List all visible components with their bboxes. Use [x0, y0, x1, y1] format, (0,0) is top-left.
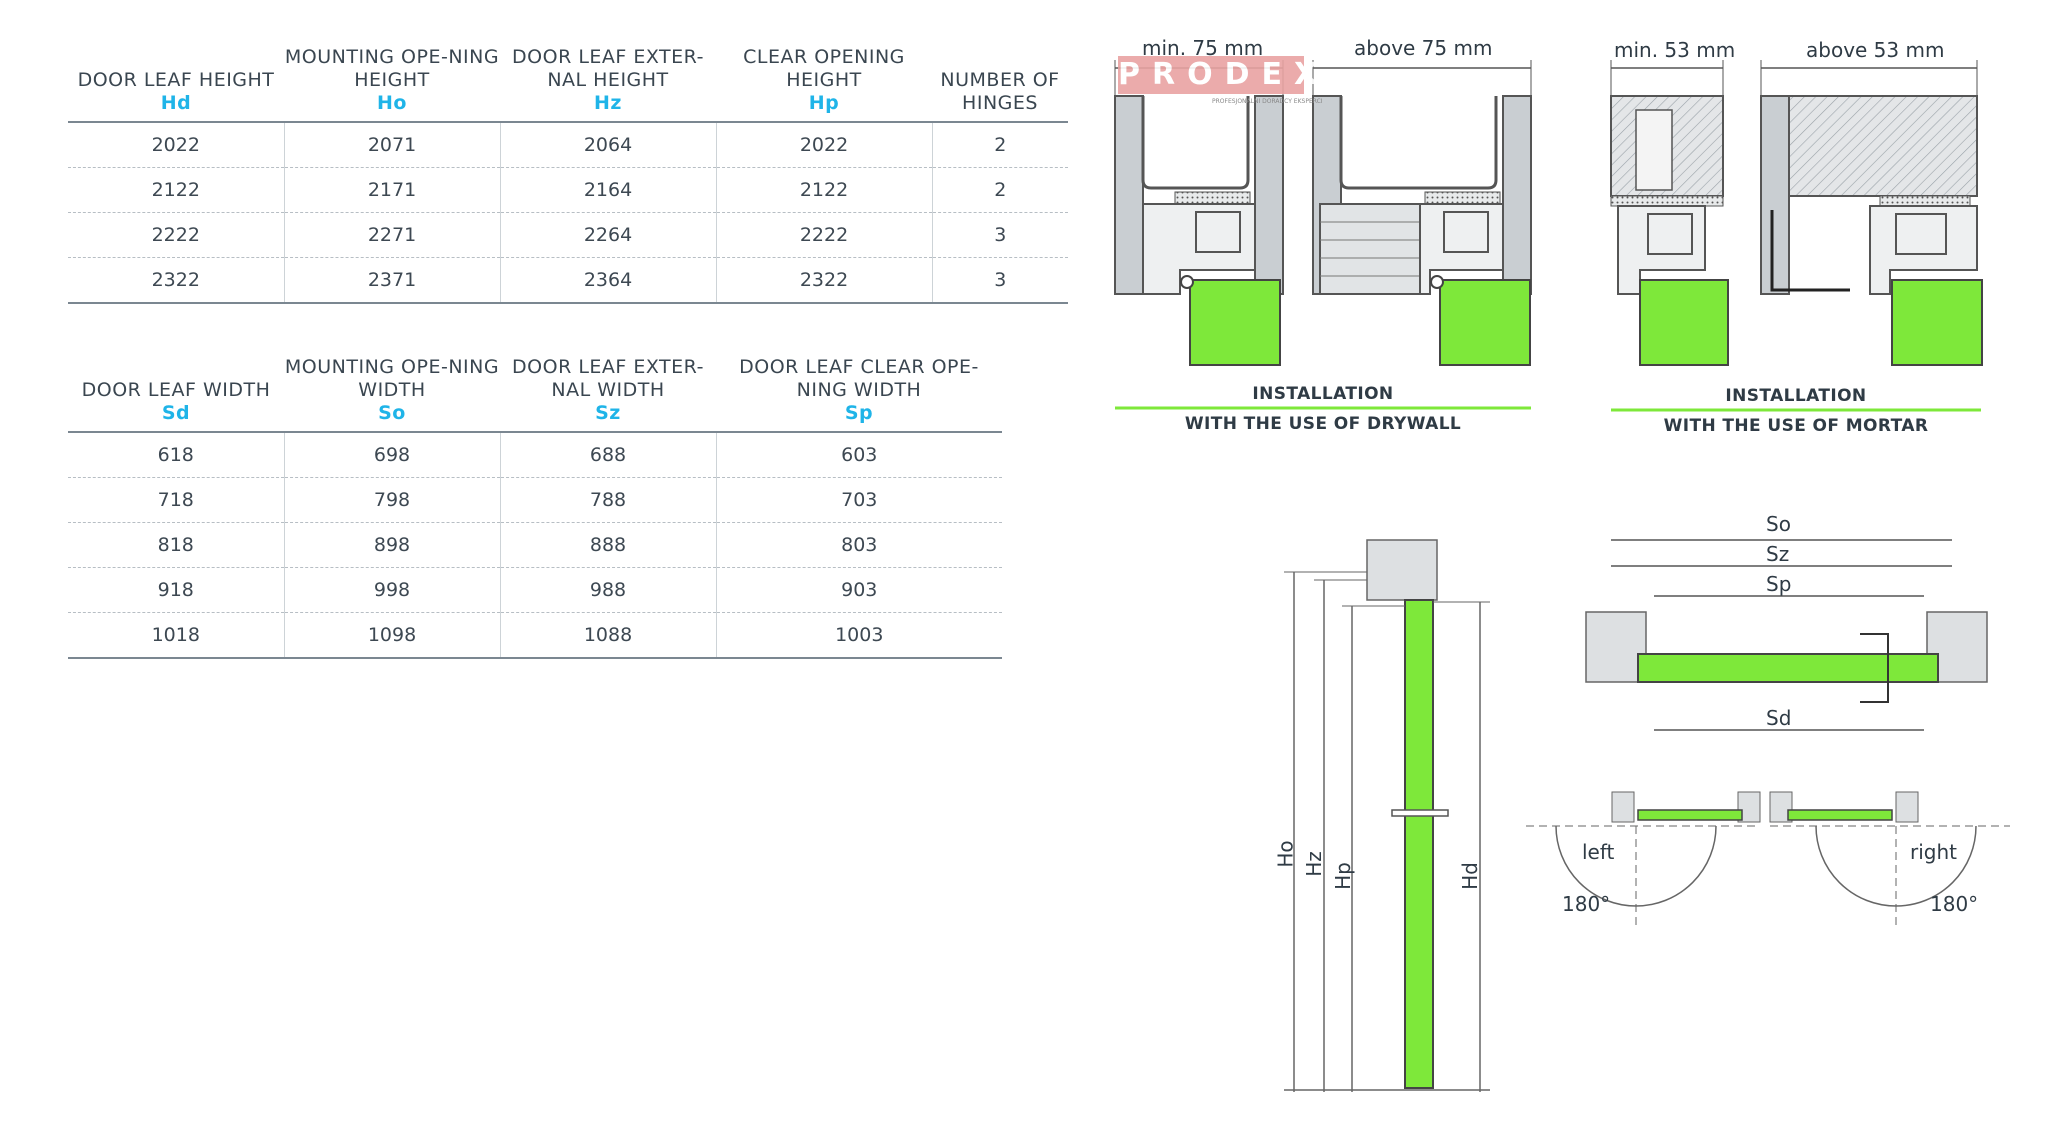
table-cell: 998: [284, 568, 500, 613]
swing-right-label: right: [1910, 840, 1957, 864]
table-cell: 803: [716, 523, 1002, 568]
hz-label: Hz: [1301, 851, 1326, 877]
mortar-detail-wide: [1761, 60, 1982, 365]
table-cell: 818: [68, 523, 284, 568]
table-cell: 2: [932, 122, 1068, 168]
table-cell: 2322: [68, 258, 284, 304]
table-cell: 888: [500, 523, 716, 568]
mortar-caption-subtitle: WITH THE USE OF MORTAR: [1663, 416, 1929, 436]
table-cell: 2364: [500, 258, 716, 304]
table-cell: 903: [716, 568, 1002, 613]
table-cell: 3: [932, 258, 1068, 304]
swing-left-label: left: [1582, 840, 1615, 864]
table-cell: 603: [716, 432, 1002, 478]
prodex-logo: PRODEX: [1118, 57, 1330, 92]
table-cell: 1003: [716, 613, 1002, 659]
sz-label: Sz: [1766, 542, 1790, 566]
table-cell: 1088: [500, 613, 716, 659]
table-cell: 2122: [68, 168, 284, 213]
vertical-section-drawing: [1284, 540, 1490, 1092]
drywall-detail-narrow: [1115, 60, 1283, 365]
drywall-detail-wide: [1313, 60, 1531, 365]
drywall-caption-title: INSTALLATION: [1252, 384, 1394, 404]
table-cell: 1098: [284, 613, 500, 659]
table-cell: 2271: [284, 213, 500, 258]
prodex-logo-tagline: PROFESJONALNI DORADCY EKSPERCI: [1212, 98, 1323, 105]
hd-label: Hd: [1457, 862, 1482, 890]
drywall-min-label: min. 75 mm: [1142, 36, 1264, 60]
so-label: So: [1766, 512, 1791, 536]
drywall-above-label: above 75 mm: [1354, 36, 1493, 60]
table-cell: 2064: [500, 122, 716, 168]
header-mounting-opening-height: MOUNTING OPE-NING HEIGHT Ho: [284, 40, 500, 122]
table-cell: 2164: [500, 168, 716, 213]
table-cell: 2022: [68, 122, 284, 168]
table-cell: 2022: [716, 122, 932, 168]
header-door-leaf-external-width: DOOR LEAF EXTER-NAL WIDTH Sz: [500, 350, 716, 432]
table-cell: 798: [284, 478, 500, 523]
header-door-leaf-external-height: DOOR LEAF EXTER-NAL HEIGHT Hz: [500, 40, 716, 122]
table-cell: 988: [500, 568, 716, 613]
header-door-leaf-width: DOOR LEAF WIDTH Sd: [68, 350, 284, 432]
header-number-of-hinges: NUMBER OF HINGES: [932, 40, 1068, 122]
sd-label: Sd: [1766, 706, 1792, 730]
table-cell: 2122: [716, 168, 932, 213]
table-cell: 698: [284, 432, 500, 478]
table-cell: 2322: [716, 258, 932, 304]
table-cell: 3: [932, 213, 1068, 258]
table-cell: 2171: [284, 168, 500, 213]
header-door-leaf-height: DOOR LEAF HEIGHT Hd: [68, 40, 284, 122]
header-mounting-opening-width: MOUNTING OPE-NING WIDTH So: [284, 350, 500, 432]
table-cell: 2: [932, 168, 1068, 213]
plan-section-drawing: [1586, 540, 1987, 730]
table-cell: 618: [68, 432, 284, 478]
mortar-detail-narrow: [1611, 60, 1728, 365]
mortar-above-label: above 53 mm: [1806, 38, 1945, 62]
table-cell: 2071: [284, 122, 500, 168]
table-cell: 2222: [716, 213, 932, 258]
table-cell: 918: [68, 568, 284, 613]
table-cell: 788: [500, 478, 716, 523]
table-cell: 688: [500, 432, 716, 478]
header-clear-opening-width: DOOR LEAF CLEAR OPE-NING WIDTH Sp: [716, 350, 1002, 432]
mortar-caption-title: INSTALLATION: [1725, 386, 1867, 406]
table-cell: 898: [284, 523, 500, 568]
table-cell: 718: [68, 478, 284, 523]
table-cell: 2371: [284, 258, 500, 304]
header-clear-opening-height: CLEAR OPENING HEIGHT Hp: [716, 40, 932, 122]
mortar-min-label: min. 53 mm: [1614, 38, 1736, 62]
table-cell: 1018: [68, 613, 284, 659]
swing-right-angle: 180°: [1930, 892, 1979, 916]
sp-label: Sp: [1766, 572, 1792, 596]
table-cell: 2222: [68, 213, 284, 258]
table-cell: 2264: [500, 213, 716, 258]
hp-label: Hp: [1330, 862, 1355, 890]
ho-label: Ho: [1273, 840, 1298, 868]
table-cell: 703: [716, 478, 1002, 523]
swing-left-angle: 180°: [1562, 892, 1611, 916]
drywall-caption-subtitle: WITH THE USE OF DRYWALL: [1184, 414, 1462, 434]
